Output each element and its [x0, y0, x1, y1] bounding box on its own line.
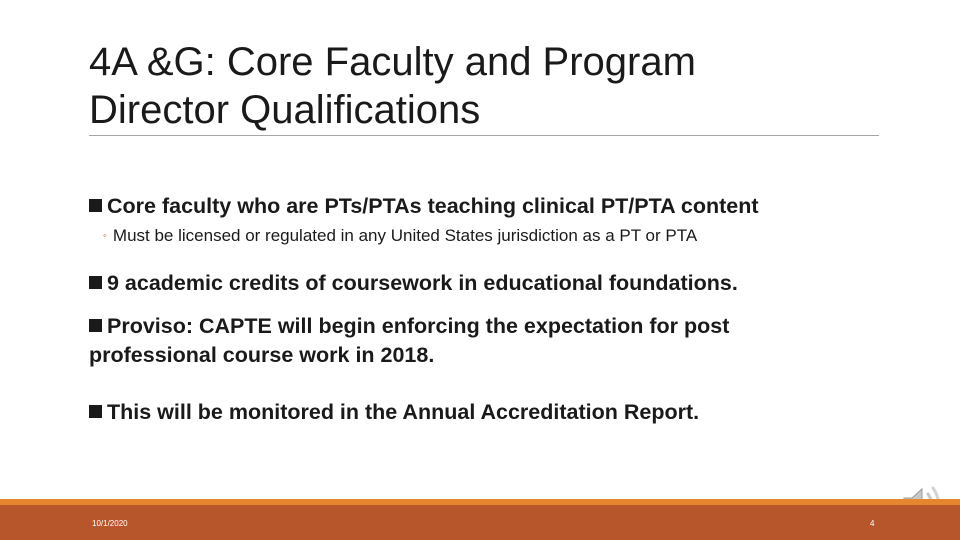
bullet-text: Core faculty who are PTs/PTAs teaching clinical PT/PTA content [107, 194, 759, 218]
footer-date: 10/1/2020 [92, 519, 128, 528]
slide-number: 4 [870, 519, 875, 528]
bullet-item [89, 269, 909, 298]
slide-title [89, 38, 889, 134]
footer-bar [0, 505, 960, 540]
checkbox-bullet-icon [89, 276, 102, 289]
bullet-item [89, 398, 909, 427]
title-line-2: Director Qualifications [89, 88, 481, 132]
ring-bullet-icon: ◦ [103, 230, 107, 242]
slide-content [89, 192, 909, 427]
checkbox-bullet-icon [89, 199, 102, 212]
bullet-text: This will be monitored in the Annual Accreditation Report. [107, 400, 700, 424]
bullet-text-continued: professional course work in 2018. [89, 343, 435, 367]
sub-bullet-text: Must be licensed or regulated in any United States jurisdiction as a PT or PTA [112, 226, 698, 245]
sub-bullet-item [103, 225, 909, 247]
bullet-text: 9 academic credits of coursework in educational foundations. [107, 271, 738, 295]
bullet-item [89, 312, 909, 370]
title-divider [89, 135, 879, 136]
checkbox-bullet-icon [89, 405, 102, 418]
bullet-item [89, 192, 909, 221]
bullet-text: Proviso: CAPTE will begin enforcing the expectation for post [107, 314, 730, 338]
title-line-1: 4A &G: Core Faculty and Program [89, 40, 696, 84]
checkbox-bullet-icon [89, 319, 102, 332]
